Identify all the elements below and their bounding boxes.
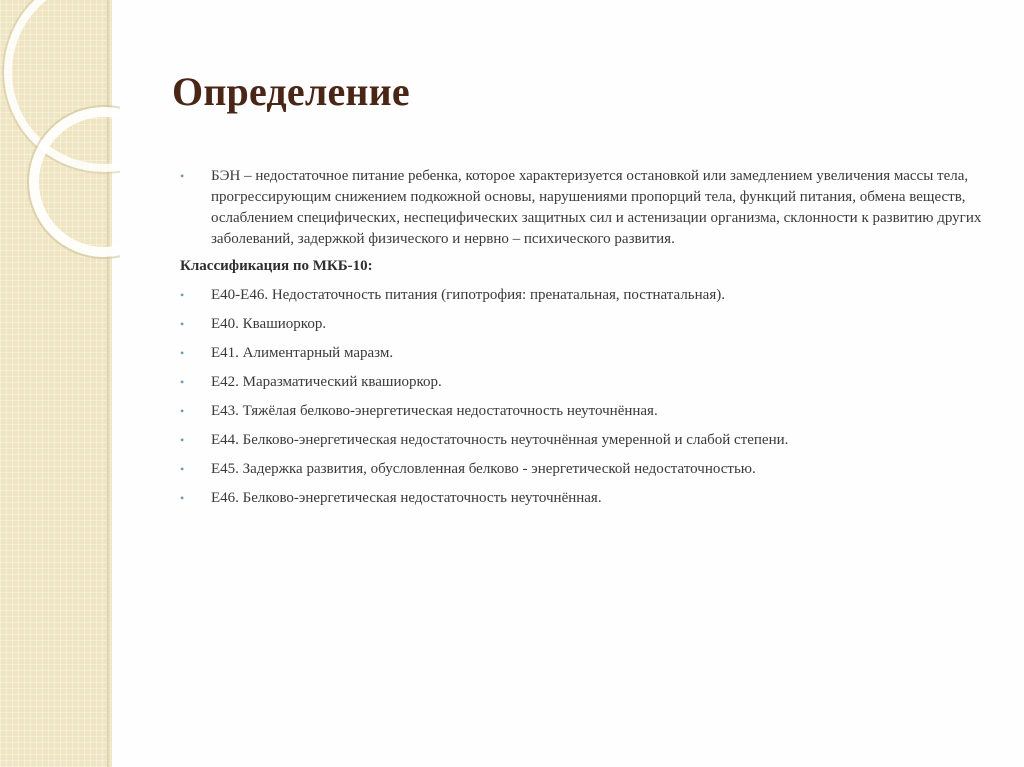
bullet-icon: • bbox=[180, 317, 185, 331]
classification-heading: Классификация по МКБ-10: bbox=[180, 258, 373, 274]
list-item bbox=[180, 401, 992, 422]
list-item bbox=[180, 430, 992, 451]
bullet-icon: • bbox=[180, 433, 185, 447]
bullet-icon: • bbox=[180, 404, 185, 418]
bullet-icon: • bbox=[180, 375, 185, 389]
list-item bbox=[180, 314, 992, 335]
code-text: Е44. Белково-энергетическая недостаточность неуточнённая умеренной и слабой степени. bbox=[211, 432, 789, 448]
ring-lower-shade bbox=[28, 106, 120, 258]
slide-content bbox=[180, 166, 992, 517]
bullet-icon: • bbox=[180, 169, 185, 183]
bullet-icon: • bbox=[180, 288, 185, 302]
code-text: Е42. Маразматический квашиоркор. bbox=[211, 374, 442, 390]
code-text: Е46. Белково-энергетическая недостаточность неуточнённая. bbox=[211, 490, 602, 506]
definition-item bbox=[180, 166, 992, 250]
code-text: Е43. Тяжёлая белково-энергетическая недостаточность неуточнённая. bbox=[211, 403, 658, 419]
ring-upper bbox=[8, 0, 120, 168]
list-item bbox=[180, 488, 992, 509]
bullet-icon: • bbox=[180, 346, 185, 360]
bullet-icon: • bbox=[180, 462, 185, 476]
code-text: Е45. Задержка развития, обусловленная белково - энергетической недостаточностью. bbox=[211, 461, 756, 477]
list-item bbox=[180, 372, 992, 393]
decorative-rings bbox=[0, 0, 120, 260]
definition-text: БЭН – недостаточное питание ребенка, которое характеризуется остановкой или замедлением увеличения массы тела, прогрессирующим снижением подкожной основы, нарушениями пропорций тела, функций питания, обмена веществ, ослаблением специфических, неспецифических защитных сил и астенизации организма, склонности к развитию других заболеваний, задержкой физического и нервно – психического развития. bbox=[211, 168, 982, 247]
list-item bbox=[180, 285, 992, 306]
list-item bbox=[180, 459, 992, 480]
code-text: Е40. Квашиоркор. bbox=[211, 316, 327, 332]
list-item bbox=[180, 343, 992, 364]
slide-title: Определение bbox=[172, 69, 410, 114]
code-text: Е41. Алиментарный маразм. bbox=[211, 345, 394, 361]
bullet-icon: • bbox=[180, 491, 185, 505]
code-text: Е40-Е46. Недостаточность питания (гипотрофия: пренатальная, постнатальная). bbox=[211, 287, 725, 303]
